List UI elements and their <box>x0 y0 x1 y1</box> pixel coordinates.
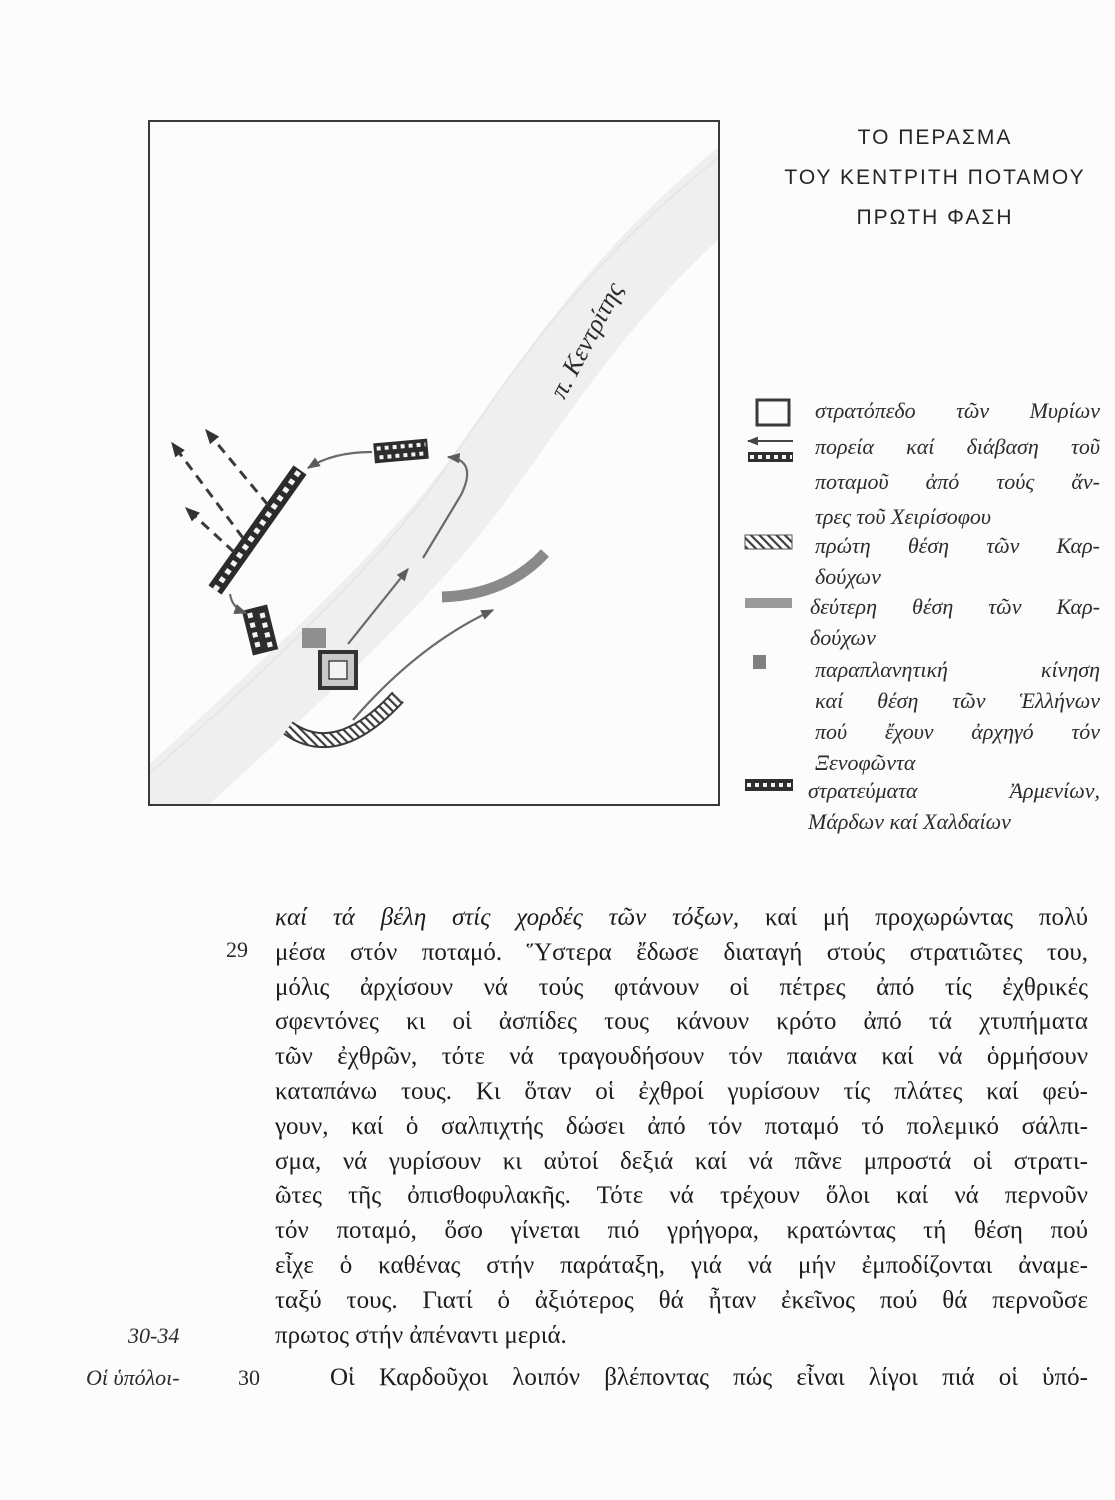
legend-line: καί θέση τῶν Ἑλλήνων <box>815 688 1100 713</box>
legend-line: στρατεύματα Ἀρμενίων, <box>808 778 1100 803</box>
greek-feint-marker <box>302 628 326 648</box>
hatched-bar-icon <box>745 535 792 549</box>
body-paragraph <box>275 901 1088 1353</box>
body-line <box>275 901 1088 936</box>
figure-title-line-2: ΤΟΥ ΚΕΝΤΡΙΤΗ ΠΟΤΑΜΟΥ <box>784 166 1086 189</box>
legend-line: δούχων <box>815 564 881 589</box>
body-line: σμα, νά γυρίσουν κι αὐτοί δεξιά καί νά πᾶνε μπροστά οἱ στρατι- <box>275 1147 1088 1175</box>
body-new-paragraph: Οἱ Καρδοῦχοι λοιπόν βλέποντας πώς εἶναι λίγοι πιά οἱ ὑπό- <box>330 1364 1088 1391</box>
legend-line: ποταμοῦ ἀπό τούς ἄν- <box>815 469 1100 494</box>
camp-ten-thousand <box>320 652 356 688</box>
march-arrow-icon <box>748 441 793 462</box>
body-line: τῶν ἐχθρῶν, τότε νά τραγουδήσουν τόν παιάνα καί νά ὁρμήσουν <box>275 1043 1088 1071</box>
body-line: ῶτες τῆς ὀπισθοφυλακῆς. Τότε νά τρέχουν ὅλοι καί νά περνοῦν <box>275 1182 1088 1210</box>
legend-line: στρατόπεδο τῶν Μυρίων <box>815 398 1100 423</box>
legend-icons <box>740 390 802 805</box>
body-line: μόλις ἀρχίσουν νά τούς φτάνουν οἱ πέτρες ἀπό τίς ἐχθρικές <box>275 973 1088 1001</box>
legend-line: δεύτερη θέση τῶν Καρ- <box>810 594 1100 619</box>
margin-note-heading: Οἱ ὑπόλοι- <box>86 1365 180 1390</box>
legend-item-camp <box>815 395 1100 426</box>
legend-item-second-position <box>810 591 1100 653</box>
line-number-29: 29 <box>226 937 248 962</box>
legend-line: Μάρδων καί Χαλδαίων <box>808 809 1011 834</box>
legend-line: τρες τοῦ Χειρίσοφου <box>815 504 992 529</box>
dotted-bar-icon <box>745 779 793 791</box>
margin-note-range: 30-34 <box>128 1323 180 1348</box>
gray-bar-icon <box>745 598 792 608</box>
camp-square-icon <box>757 400 789 425</box>
line-number-30: 30 <box>238 1365 260 1390</box>
map-diagram <box>148 120 720 806</box>
legend-line: πού ἔχουν ἀρχηγό τόν <box>815 719 1100 744</box>
figure-title-line-1: ΤΟ ΠΕΡΑΣΜΑ <box>857 126 1013 149</box>
figure-title <box>765 124 1105 244</box>
body-line-italic-part: καί τά βέλη στίς χορδές τῶν τόξων, <box>275 904 740 931</box>
legend-line: πρώτη θέση τῶν Καρ- <box>815 533 1100 558</box>
legend-item-march <box>815 429 1100 534</box>
body-line: μέσα στόν ποταμό. Ὕστερα ἔδωσε διαταγή στούς στρατιῶτες του, <box>275 938 1088 966</box>
river-label: π. Κεντρίτης <box>543 277 630 404</box>
body-line: καταπάνω τους. Κι ὅταν οἱ ἐχθροί γυρίσουν τίς πλάτες καί φεύ- <box>275 1077 1088 1105</box>
body-line-rest: καί μή προχωρώντας πολύ <box>764 904 1088 931</box>
body-line: τόν ποταμό, ὅσο γίνεται πιό γρήγορα, κρατώντας τή θέση πού <box>275 1217 1088 1245</box>
dark-square-icon <box>753 655 766 669</box>
legend-item-enemy-troops <box>808 775 1100 837</box>
figure-title-line-3: ΠΡΩΤΗ ΦΑΣΗ <box>856 206 1014 229</box>
body-line: ταξύ τους. Γιατί ὁ ἀξιότερος θά ἦταν ἐκεῖνος πού θά περνοῦσε <box>275 1286 1088 1314</box>
body-line: εἶχε ὁ καθένας στήν παράταξη, γιά νά μήν ἐμποδίζονται ἀναμε- <box>275 1251 1088 1279</box>
legend-item-feint <box>815 654 1100 778</box>
legend-line: Ξενοφῶντα <box>815 750 916 775</box>
legend-line: πορεία καί διάβαση τοῦ <box>815 434 1100 459</box>
legend-line: δούχων <box>810 625 876 650</box>
body-line: πρωτος στήν ἀπέναντι μεριά. <box>275 1321 567 1349</box>
body-line: γουν, καί ὁ σαλπιχτής δώσει ἀπό τόν ποταμό τό πολεμικό σάλπι- <box>275 1112 1088 1140</box>
legend-line: παραπλανητική κίνηση <box>815 657 1100 682</box>
body-line: σφεντόνες κι οἱ ἀσπίδες τους κάνουν κρότο ἀπό τά χτυπήματα <box>275 1008 1088 1036</box>
legend-item-first-position <box>815 530 1100 592</box>
